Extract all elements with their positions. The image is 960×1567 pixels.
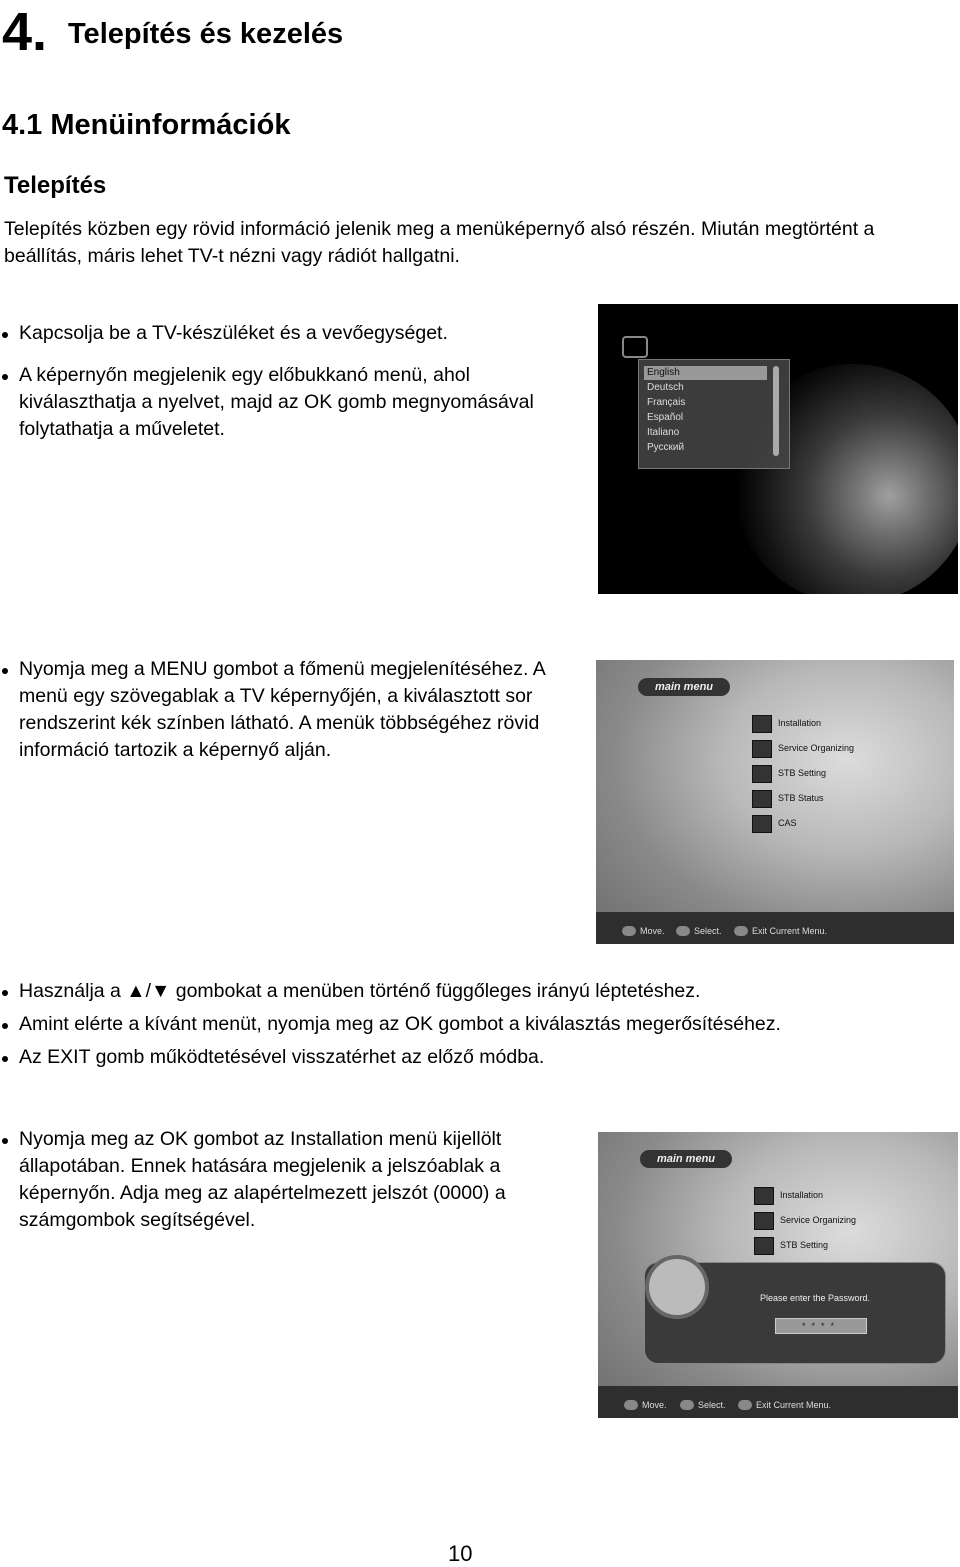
footer-hint: Move. [640,926,665,936]
bullet-dot [2,1056,8,1062]
menu-item: Installation [778,718,822,728]
password-screen-image [598,1132,958,1418]
chapter-number: 4. [2,2,48,62]
footer-bar [598,1386,958,1418]
bullet-dot [2,990,8,996]
bullet-text: Kapcsolja be a TV-készüléket és a vevőegységet. [19,322,448,344]
footer-hint: Exit Current Menu. [756,1400,832,1410]
footer-hint: Exit Current Menu. [752,926,828,936]
language-item: Русский [647,442,685,453]
language-screen-image [598,304,958,594]
bullet-text: Amint elérte a kívánt menüt, nyomja meg az OK gombot a kiválasztás megerősítéséhez. [19,1013,781,1035]
bullet-item [2,320,592,347]
bullet-item [2,362,582,443]
cas-icon [752,815,772,833]
tv-icon [622,336,648,358]
footer-hint: Move. [642,1400,667,1410]
scrollbar [773,366,779,456]
bullet-item [2,1011,957,1038]
installation-icon [752,715,772,733]
installation-icon [754,1187,774,1205]
menu-item: Service Organizing [778,743,855,753]
move-key-icon [622,926,636,936]
language-list [638,359,790,469]
language-item: Français [647,397,686,408]
bullet-dot [2,1138,8,1144]
menu-item: STB Setting [778,768,827,778]
menu-item: STB Setting [780,1240,829,1250]
password-field: **** [775,1318,867,1334]
service-organizing-icon [752,740,772,758]
bullet-text: A képernyőn megjelenik egy előbukkanó menü, ahol kiválaszthatja a nyelvet, majd az OK gomb megnyomásával folytathatja a műveletet. [19,364,534,440]
language-item-selected: English [644,366,767,380]
bullet-item [2,978,952,1005]
bullet-item [2,1126,562,1234]
intro-paragraph: Telepítés közben egy rövid információ jelenik meg a menüképernyő alsó részén. Miután megtörtént a beállítás, máris lehet TV-t nézni vagy rádiót hallgatni. [4,218,875,267]
password-prompt: Please enter the Password. [760,1293,871,1303]
exit-key-icon [734,926,748,936]
exit-key-icon [738,1400,752,1410]
footer-hint: Select. [694,926,722,936]
bullet-text: Nyomja meg az OK gombot az Installation menü kijellölt állapotában. Ennek hatására megjelenik a jelszóablak a képernyőn. Adja meg az alapértelmezett jelszót (0000) a számgombok segítségével. [19,1128,506,1231]
main-menu-screen-image [596,660,954,944]
password-dialog [644,1262,946,1364]
lock-ring-icon [645,1255,709,1319]
move-key-icon [624,1400,638,1410]
bullet-dot [2,374,8,380]
footer-bar [596,912,954,944]
select-key-icon [680,1400,694,1410]
section-heading: 4.1 Menüinformációk [2,109,291,141]
menu-item: CAS [778,818,797,828]
language-item: Italiano [647,427,680,438]
stb-status-icon [752,790,772,808]
bullet-text: Nyomja meg a MENU gombot a főmenü megjelenítéséhez. A menü egy szövegablak a TV képernyőjén, a kiválasztott sor rendszerint kék színben látható. A menük többségéhez rövid információ tartozik a képernyő alján. [19,658,545,761]
menu-item: STB Status [778,793,824,803]
bullet-dot [2,332,8,338]
bullet-text: Az EXIT gomb működtetésével visszatérhet az előző módba. [19,1046,545,1068]
menu-item: Installation [780,1190,824,1200]
service-organizing-icon [754,1212,774,1230]
bullet-text: Használja a ▲/▼ gombokat a menüben történő függőleges irányú léptetéshez. [19,980,701,1002]
bullet-item [2,656,562,764]
main-menu-badge: main menu [638,678,730,696]
select-key-icon [676,926,690,936]
bullet-dot [2,1023,8,1029]
main-menu-badge: main menu [640,1150,732,1168]
page-number: 10 [448,1541,473,1566]
language-item: Deutsch [647,382,684,393]
subsection-heading: Telepítés [4,172,107,199]
language-item: Español [647,412,684,423]
bullet-item [2,1044,952,1071]
stb-setting-icon [754,1237,774,1255]
stb-setting-icon [752,765,772,783]
menu-item: Service Organizing [780,1215,857,1225]
bullet-dot [2,668,8,674]
footer-hint: Select. [698,1400,726,1410]
chapter-title: Telepítés és kezelés [68,18,344,50]
